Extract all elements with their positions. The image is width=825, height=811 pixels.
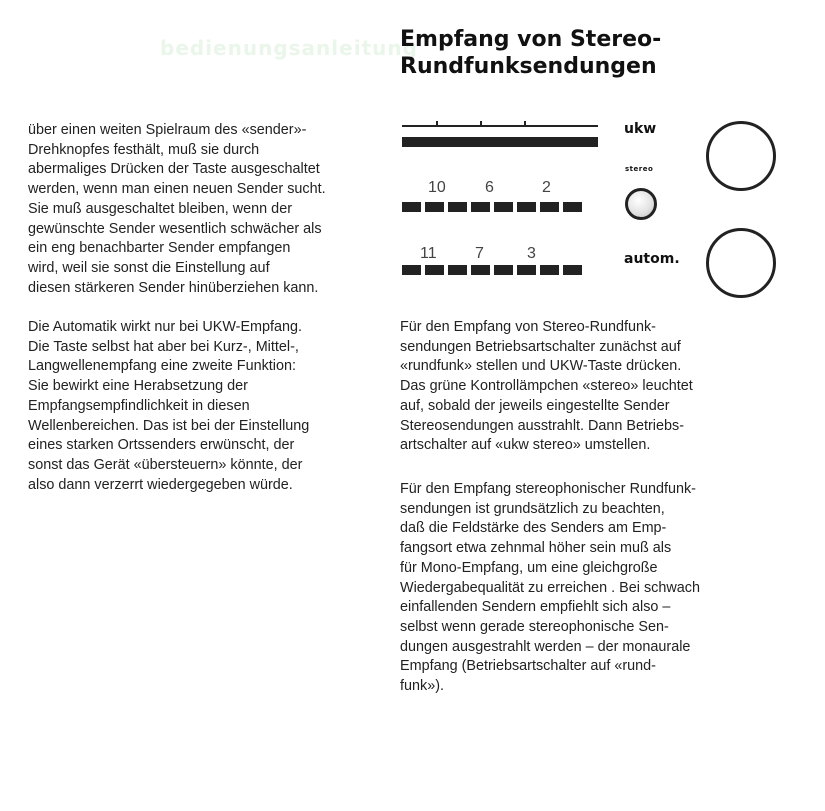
text-line: sonst das Gerät «übersteuern» könnte, der <box>28 456 303 473</box>
text-line: Wiedergabequalität zu erreichen . Bei schwach <box>400 579 700 596</box>
text-line: werden, wenn man einen neuen Sender sucht. <box>28 181 326 198</box>
preset-button[interactable] <box>425 265 444 275</box>
preset-button[interactable] <box>540 265 559 275</box>
text-line: Empfangsempfindlichkeit in diesen <box>28 397 250 414</box>
preset-button[interactable] <box>402 202 421 212</box>
text-line: Das grüne Kontrollämpchen «stereo» leuchtet <box>400 378 693 395</box>
text-line: ein eng benachbarter Sender empfangen <box>28 240 291 257</box>
title-line: Empfang von Stereo- <box>400 27 662 52</box>
text-line: Wellenbereichen. Das ist bei der Einstellung <box>28 417 310 434</box>
preset-number: 11 <box>420 245 437 262</box>
preset-button[interactable] <box>425 202 444 212</box>
preset-button[interactable] <box>517 202 536 212</box>
preset-buttons-row-2 <box>402 265 582 275</box>
text-line: auf, sobald der jeweils eingestellte Sender <box>400 397 670 414</box>
text-line: diesen stärkeren Sender hinüberziehen kann. <box>28 279 319 296</box>
preset-button[interactable] <box>448 202 467 212</box>
preset-button[interactable] <box>471 202 490 212</box>
preset-button[interactable] <box>517 265 536 275</box>
tuning-scale-bar <box>402 137 598 147</box>
text-line: sendungen ist grundsätzlich zu beachten, <box>400 500 665 517</box>
preset-button[interactable] <box>494 265 513 275</box>
preset-button[interactable] <box>448 265 467 275</box>
preset-number: 6 <box>485 179 494 196</box>
text-line: über einen weiten Spielraum des «sender»- <box>28 122 307 138</box>
volume-knob[interactable] <box>706 228 776 298</box>
text-line: dungen ausgestrahlt werden – der monaurale <box>400 638 691 655</box>
text-line: «rundfunk» stellen und UKW-Taste drücken. <box>400 358 682 375</box>
text-line: Langwellenempfang eine zweite Funktion: <box>28 358 296 375</box>
text-line: Die Automatik wirkt nur bei UKW-Empfang. <box>28 319 303 335</box>
preset-button[interactable] <box>402 265 421 275</box>
title-line: Rundfunksendungen <box>400 54 657 79</box>
text-line: für Mono-Empfang, um eine gleichgroße <box>400 559 658 576</box>
text-line: Sie bewirkt eine Herabsetzung der <box>28 378 248 395</box>
radio-panel-illustration <box>402 121 750 276</box>
stereo-label: stereo <box>625 165 654 173</box>
preset-button[interactable] <box>540 202 559 212</box>
text-line: Die Taste selbst hat aber bei Kurz-, Mittel-, <box>28 338 299 355</box>
text-line: selbst wenn gerade stereophonische Sen- <box>400 618 669 635</box>
right-paragraph-2 <box>400 480 700 697</box>
preset-button[interactable] <box>494 202 513 212</box>
preset-number: 10 <box>428 179 446 196</box>
stereo-indicator-lamp <box>625 188 657 220</box>
text-line: abermaliges Drücken der Taste ausgeschaltet <box>28 161 320 178</box>
preset-number: 7 <box>475 245 484 262</box>
text-line: sendungen Betriebsartschalter zunächst auf <box>400 338 681 355</box>
preset-button[interactable] <box>563 265 582 275</box>
text-line: daß die Feldstärke des Senders am Emp- <box>400 520 667 537</box>
text-line: Für den Empfang stereophonischer Rundfunk- <box>400 481 696 497</box>
sender-knob[interactable] <box>706 121 776 191</box>
text-line: also dann verzerrt wiedergegeben würde. <box>28 476 293 493</box>
preset-button[interactable] <box>563 202 582 212</box>
text-line: gewünschte Sender wesentlich schwächer als <box>28 220 322 237</box>
preset-buttons-row-1 <box>402 202 582 212</box>
right-paragraph-1 <box>400 318 693 456</box>
text-line: einfallenden Sendern empfiehlt sich also – <box>400 599 671 616</box>
text-line: fangsort etwa zehnmal höher sein muß als <box>400 540 672 557</box>
text-line: wird, weil sie sonst die Einstellung auf <box>28 259 270 276</box>
text-line: Für den Empfang von Stereo-Rundfunk- <box>400 319 656 335</box>
text-line: Drehknopfes festhält, muß sie durch <box>28 141 260 158</box>
left-paragraph-1 <box>28 121 326 298</box>
text-line: eines starken Ortssenders erwünscht, der <box>28 437 295 454</box>
preset-number: 2 <box>542 179 551 196</box>
autom-label: autom. <box>624 251 680 267</box>
left-paragraph-2 <box>28 318 309 495</box>
text-line: Sie muß ausgeschaltet bleiben, wenn der <box>28 200 292 217</box>
preset-button[interactable] <box>471 265 490 275</box>
page-title <box>400 26 800 80</box>
text-line: Stereosendungen ausstrahlt. Dann Betriebs- <box>400 417 684 434</box>
preset-number: 3 <box>527 245 536 262</box>
text-line: Empfang (Betriebsartschalter auf «rund- <box>400 658 656 675</box>
ukw-label: ukw <box>624 121 657 137</box>
tuning-scale-line <box>402 125 598 127</box>
watermark: bedienungsanleitung <box>160 36 418 60</box>
text-line: funk»). <box>400 678 444 695</box>
text-line: artschalter auf «ukw stereo» umstellen. <box>400 437 651 454</box>
